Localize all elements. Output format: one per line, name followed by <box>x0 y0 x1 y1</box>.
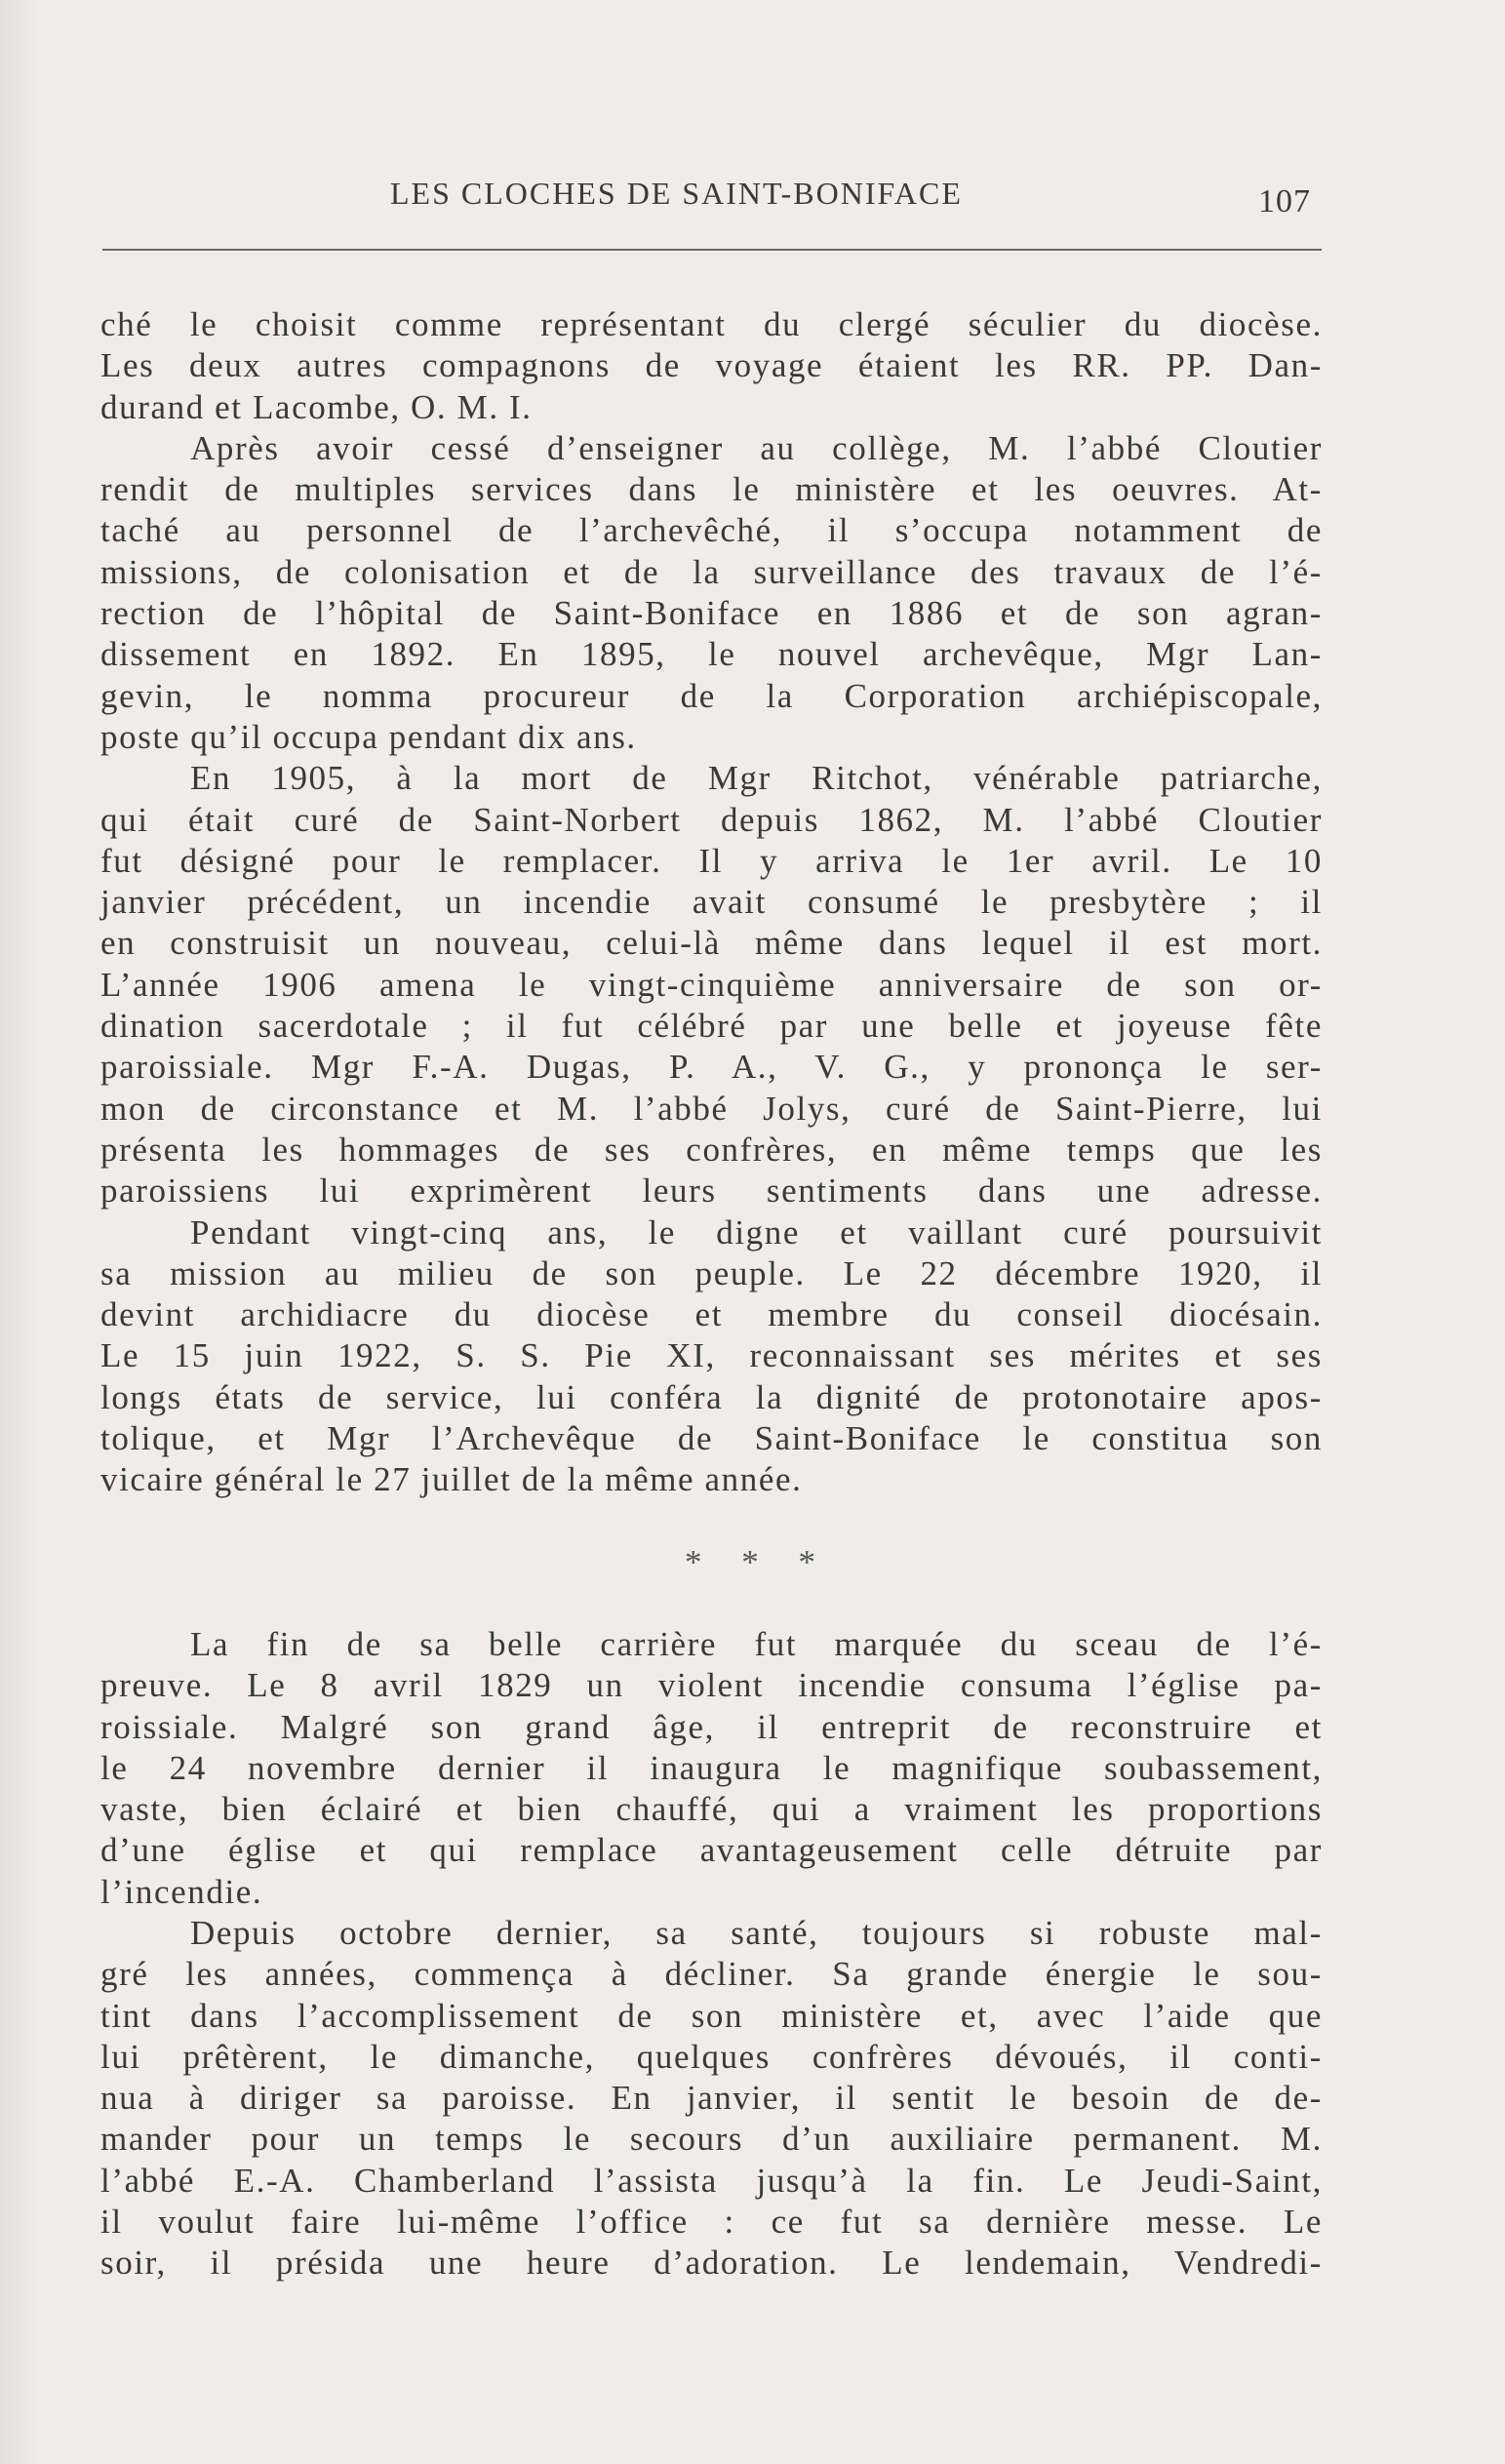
text-line: janvier précédent, un incendie avait consumé le presbytère ; il <box>100 883 1323 922</box>
text-line: devint archidiacre du diocèse et membre du conseil diocésain. <box>100 1295 1323 1334</box>
text-line: tolique, et Mgr l’Archevêque de Saint-Boniface le constitua son <box>100 1419 1323 1458</box>
text-line: durand et Lacombe, O. M. I. <box>100 387 533 426</box>
text-line: rendit de multiples services dans le ministère et les oeuvres. At- <box>100 470 1323 509</box>
text-line: poste qu’il occupa pendant dix ans. <box>100 717 637 756</box>
text-line: lui prêtèrent, le dimanche, quelques confrères dévoués, il conti- <box>100 2037 1323 2076</box>
text-line: en construisit un nouveau, celui-là même dans lequel il est mort. <box>100 924 1323 963</box>
text-line: l’incendie. <box>100 1872 263 1911</box>
text-line: mander pour un temps le secours d’un auxiliaire permanent. M. <box>100 2120 1323 2159</box>
running-title: LES CLOCHES DE SAINT-BONIFACE <box>390 176 963 211</box>
text-line: fut désigné pour le remplacer. Il y arriva le 1er avril. Le 10 <box>100 841 1323 880</box>
text-line: dination sacerdotale ; il fut célébré par une belle et joyeuse fête <box>100 1007 1323 1046</box>
text-line: En 1905, à la mort de Mgr Ritchot, vénérable patriarche, <box>190 759 1323 798</box>
text-line: Les deux autres compagnons de voyage étaient les RR. PP. Dan- <box>100 346 1323 385</box>
section-spacer <box>100 1583 1323 1624</box>
text-line: paroissiale. Mgr F.-A. Dugas, P. A., V. G., y prononça le ser- <box>100 1048 1323 1087</box>
text-line: Le 15 juin 1922, S. S. Pie XI, reconnaissant ses mérites et ses <box>100 1336 1323 1375</box>
running-head <box>0 176 1505 224</box>
text-line: Pendant vingt-cinq ans, le digne et vaillant curé poursuivit <box>190 1212 1323 1252</box>
text-line: d’une église et qui remplace avantageusement celle détruite par <box>100 1831 1323 1870</box>
text-line: Depuis octobre dernier, sa santé, toujours si robuste mal- <box>190 1913 1323 1952</box>
text-line: roissiale. Malgré son grand âge, il entreprit de reconstruire et <box>100 1707 1323 1746</box>
text-line: mon de circonstance et M. l’abbé Jolys, curé de Saint-Pierre, lui <box>100 1089 1323 1128</box>
text-line: preuve. Le 8 avril 1829 un violent incendie consuma l’église pa- <box>100 1666 1323 1705</box>
text-line: vaste, bien éclairé et bien chauffé, qui a vraiment les proportions <box>100 1790 1323 1829</box>
text-line: sa mission au milieu de son peuple. Le 22 décembre 1920, il <box>100 1253 1323 1292</box>
text-line: taché au personnel de l’archevêché, il s’occupa notamment de <box>100 511 1323 550</box>
text-line: vicaire général le 27 juillet de la même année. <box>100 1460 803 1499</box>
text-line: il voulut faire lui-même l’office : ce fut sa dernière messe. Le <box>100 2203 1323 2242</box>
section-spacer <box>100 1501 1323 1542</box>
text-line: présenta les hommages de ses confrères, en même temps que les <box>100 1130 1323 1169</box>
page-number: 107 <box>1258 183 1311 219</box>
text-line: L’année 1906 amena le vingt-cinquième anniversaire de son or- <box>100 965 1323 1004</box>
text-line: paroissiens lui exprimèrent leurs sentiments dans une adresse. <box>100 1172 1323 1211</box>
text-line: La fin de sa belle carrière fut marquée du sceau de l’é- <box>190 1624 1323 1663</box>
section-separator: * * * <box>685 1542 831 1581</box>
text-line: gré les années, commença à décliner. Sa grande énergie le sou- <box>100 1955 1323 1994</box>
text-line: tint dans l’accomplissement de son ministère et, avec l’aide que <box>100 1996 1323 2035</box>
text-line: soir, il présida une heure d’adoration. Le lendemain, Vendredi- <box>100 2244 1323 2283</box>
header-rule <box>102 249 1322 251</box>
text-line: missions, de colonisation et de la surveillance des travaux de l’é- <box>100 552 1323 591</box>
text-line: ché le choisit comme représentant du clergé séculier du diocèse. <box>100 305 1323 343</box>
text-line: Après avoir cessé d’enseigner au collège, M. l’abbé Cloutier <box>190 428 1323 467</box>
text-line: le 24 novembre dernier il inaugura le magnifique soubassement, <box>100 1748 1323 1787</box>
text-line: qui était curé de Saint-Norbert depuis 1862, M. l’abbé Cloutier <box>100 800 1323 839</box>
text-line: l’abbé E.-A. Chamberland l’assista jusqu’à la fin. Le Jeudi-Saint, <box>100 2161 1323 2200</box>
text-line: longs états de service, lui conféra la dignité de protonotaire apos- <box>100 1377 1323 1416</box>
text-line: dissement en 1892. En 1895, le nouvel archevêque, Mgr Lan- <box>100 635 1323 674</box>
text-line: gevin, le nomma procureur de la Corporation archiépiscopale, <box>100 676 1323 715</box>
text-line: rection de l’hôpital de Saint-Boniface en 1886 et de son agran- <box>100 594 1323 633</box>
body-text <box>100 304 1323 2285</box>
text-line: nua à diriger sa paroisse. En janvier, il sentit le besoin de de- <box>100 2079 1323 2118</box>
